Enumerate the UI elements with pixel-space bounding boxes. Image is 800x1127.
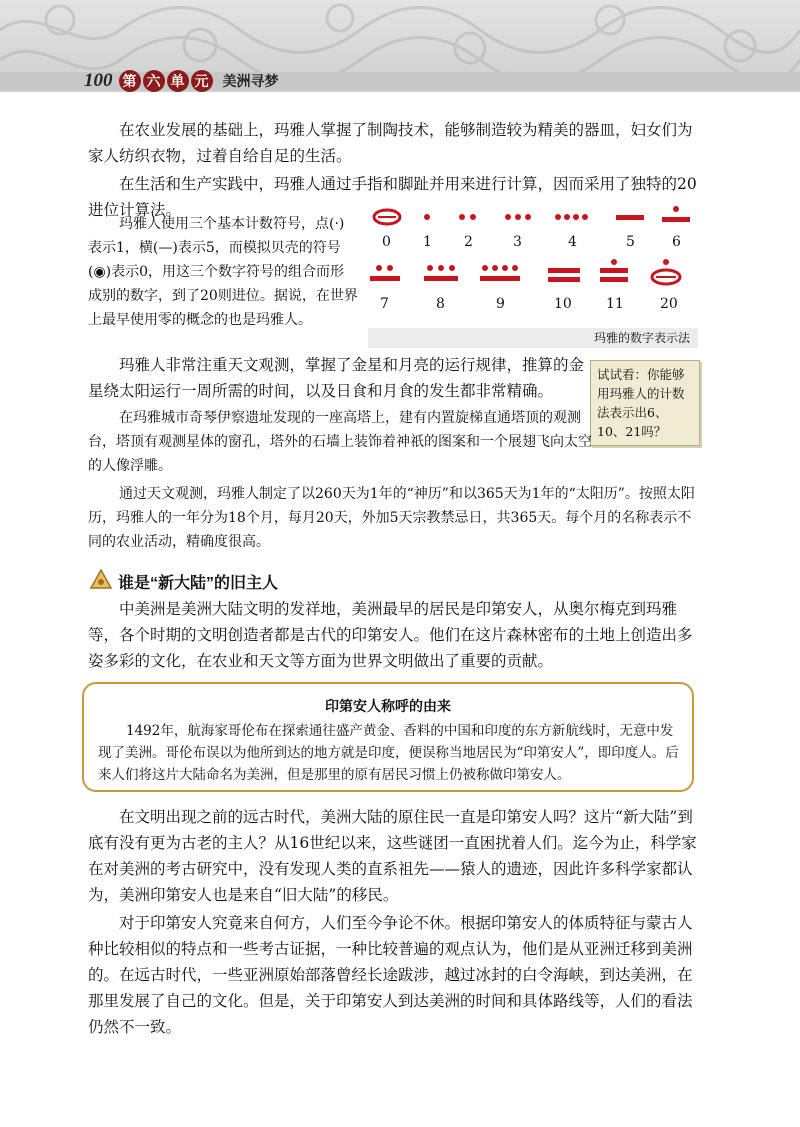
numeral-label: 6	[672, 234, 681, 250]
numeral-label: 11	[606, 296, 624, 312]
glyph-2	[458, 212, 478, 222]
numeral-label: 0	[382, 234, 391, 250]
numeral-label: 9	[496, 296, 505, 312]
glyph-3	[504, 212, 532, 222]
shell-glyph-0	[372, 208, 402, 226]
unit-char: 第	[119, 70, 141, 92]
running-head	[84, 70, 279, 92]
numeral-label: 2	[464, 234, 473, 250]
paragraph: 玛雅人使用三个基本计数符号，点(·)表示1，横(—)表示5，而模拟贝壳的符号(◉)表示0，用这三个数字符号的组合而形成别的数字，到了20则进位。据说，在世界上最早使用零的概念的也是玛雅人。	[88, 216, 358, 328]
figure-caption-text: 玛雅的数字表示法	[593, 331, 690, 345]
numeral-label: 20	[660, 296, 678, 312]
numeral-label: 10	[554, 296, 572, 312]
paragraph: 在文明出现之前的远古时代，美洲大陆的原住民一直是印第安人吗？这片“新大陆”到底有没有更为古老的主人？从16世纪以来，这些谜团一直困扰着人们。迄今为止，科学家在对美洲的考古研究中，没有发现人类的直系祖先——猿人的遗迹，因此许多科学家都认为，美洲印第安人也是来自“旧大陆”的移民。	[88, 808, 697, 904]
glyph-7	[370, 264, 400, 284]
numeral-grid	[368, 200, 698, 325]
section-emblem-icon	[89, 568, 113, 590]
figure-caption	[368, 328, 698, 348]
info-box-text: 1492年，航海家哥伦布在探索通往盛产黄金、香料的中国和印度的东方新航线时，无意中发现了美洲。哥伦布误以为他所到达的地方就是印度，便误称当地居民为“印第安人”，即印度人。后来人们将这片大陆命名为美洲，但是那里的原有居民习惯上仍被称做印第安人。	[98, 723, 679, 783]
maya-numeral-figure	[368, 200, 698, 348]
unit-title: 美洲寻梦	[222, 73, 279, 89]
numeral-label: 3	[513, 234, 522, 250]
glyph-1	[422, 212, 432, 222]
paragraph: 对于印第安人究竟来自何方，人们至今争论不休。根据印第安人的体质特征与蒙古人种比较相似的特点和一些考古证据，一种比较普遍的观点认为，他们是从亚洲迁移到美洲的。在远古时代，一些亚洲原始部落曾经长途跋涉，越过冰封的白令海峡，到达美洲，在那里发展了自己的文化。但是，关于印第安人到达美洲的时间和具体路线等，人们的看法仍然不一致。	[88, 914, 693, 1036]
info-box-title: 印第安人称呼的由来	[325, 699, 451, 715]
unit-char: 元	[191, 70, 213, 92]
numeral-label: 7	[380, 296, 389, 312]
numeral-label: 1	[423, 234, 432, 250]
try-it-note: 试试看：你能够用玛雅人的计数法表示出6、10、21吗？	[590, 360, 700, 446]
paragraph: 玛雅人非常注重天文观测，掌握了金星和月亮的运行规律，推算的金星绕太阳运行一周所需的时间，以及日食和月食的发生都非常精确。	[88, 356, 585, 400]
section-title: 谁是“新大陆”的旧主人	[118, 575, 279, 592]
numeral-label: 5	[626, 234, 635, 250]
glyph-8	[424, 264, 458, 284]
glyph-11	[600, 258, 628, 284]
glyph-20	[650, 258, 682, 286]
paragraph: 通过天文观测，玛雅人制定了以260天为1年的“神历”和以365天为1年的“太阳历”。按照太阳历，玛雅人的一年分为18个月，每月20天，外加5天宗教禁忌日，共365天。每个月的名称表示不同的农业活动，精确度很高。	[88, 486, 695, 550]
glyph-10	[548, 266, 580, 284]
page-number: 100	[84, 70, 113, 91]
glyph-4	[554, 212, 590, 222]
unit-char: 六	[143, 70, 165, 92]
unit-char: 单	[167, 70, 189, 92]
paragraph: 中美洲是美洲大陆文明的发祥地，美洲最早的居民是印第安人，从奥尔梅克到玛雅等，各个时期的文明创造者都是古代的印第安人。他们在这片森林密布的土地上创造出多姿多彩的文化，在农业和天文等方面为世界文明做出了重要的贡献。	[88, 600, 693, 670]
numeral-label: 4	[568, 234, 577, 250]
glyph-9	[480, 264, 520, 284]
glyph-6	[662, 205, 690, 225]
info-box	[82, 682, 694, 792]
glyph-5	[616, 214, 644, 222]
numeral-label: 8	[436, 296, 445, 312]
paragraph: 在玛雅城市奇琴伊察遗址发现的一座高塔上，建有内置旋梯直通塔顶的观测台，塔顶有观测星体的窗孔，塔外的石墙上装饰着神祇的图案和一个展翅飞向太空的人像浮雕。	[88, 410, 592, 474]
paragraph: 在生活和生产实践中，玛雅人通过手指和脚趾并用来进行计算，因而采用了独特的20进位计算法。	[88, 175, 697, 219]
paragraph: 在农业发展的基础上，玛雅人掌握了制陶技术，能够制造较为精美的器皿，妇女们为家人纺织衣物，过着自给自足的生活。	[88, 121, 693, 165]
